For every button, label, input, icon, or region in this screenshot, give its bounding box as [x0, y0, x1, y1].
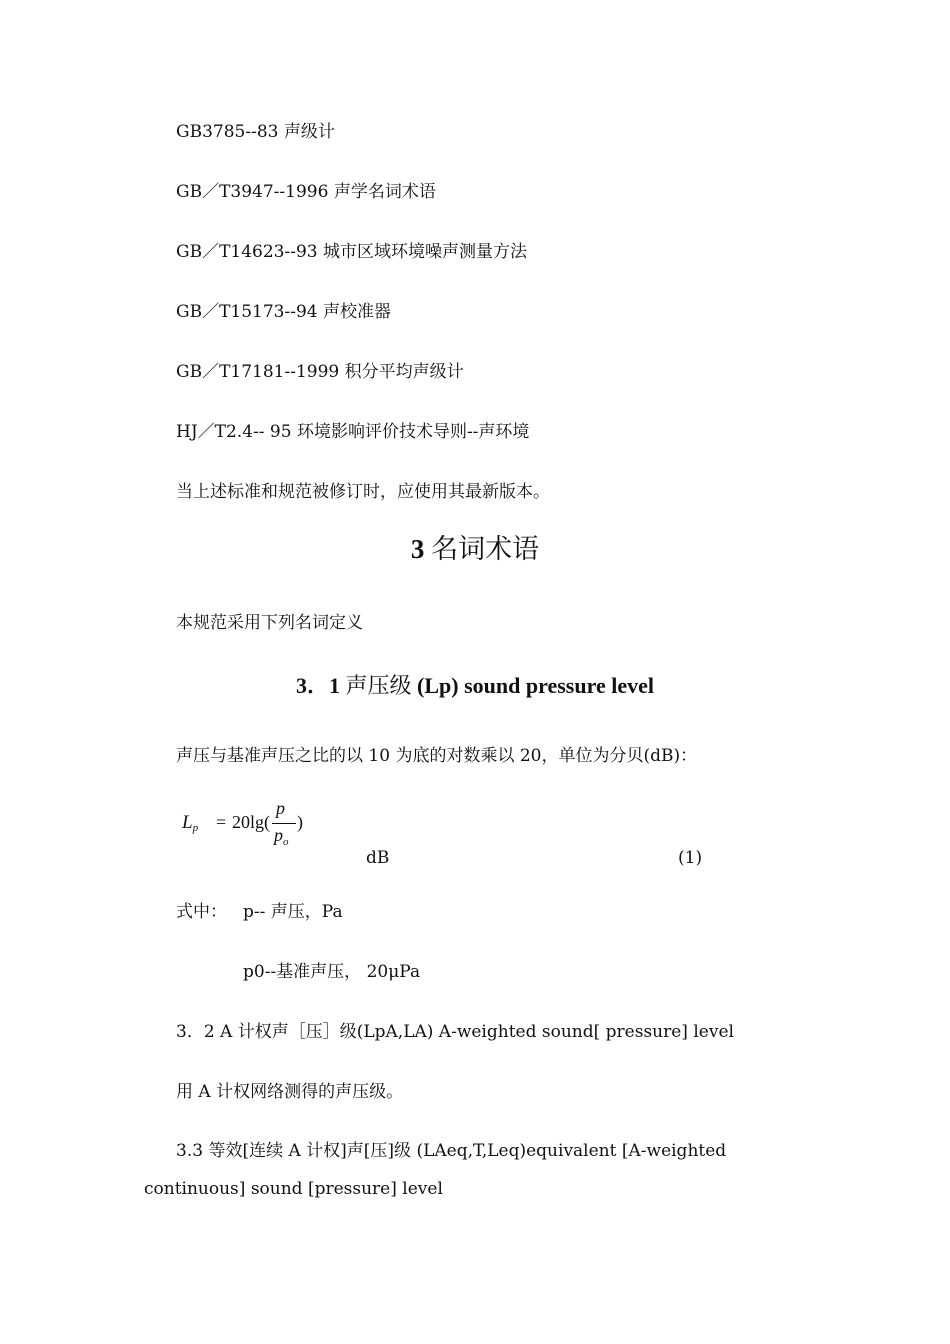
formula-rparen: )	[297, 812, 303, 832]
subsection-3-2-definition: 用 A 计权网络测得的声压级。	[176, 1082, 404, 1102]
subsection-number: 3．1	[296, 673, 341, 698]
subsection-3-2-heading: 3．2 A 计权声［压］级(LpA,LA) A-weighted sound[ pressure] level	[176, 1022, 734, 1042]
reference-line: GB／T14623--93 城市区域环境噪声测量方法	[176, 242, 528, 262]
where-p: p-- 声压，Pa	[243, 902, 343, 922]
where-label: 式中：	[176, 902, 227, 922]
subsection-title-en: (Lp) sound pressure level	[417, 673, 654, 698]
fraction-bar	[272, 823, 296, 824]
equation-number: (1)	[678, 848, 703, 868]
reference-line: GB／T15173--94 声校准器	[176, 302, 392, 322]
where-p0: p0--基准声压， 20μPa	[243, 962, 421, 982]
reference-line: GB／T17181--1999 积分平均声级计	[176, 362, 464, 382]
section-number: 3	[410, 534, 425, 564]
reference-line: GB3785--83 声级计	[176, 122, 335, 142]
subsection-3-3-heading-line2: continuous] sound [pressure] level	[144, 1179, 443, 1199]
subsection-title-cn: 声压级	[345, 673, 412, 698]
formula-lhs: $L_p$	[182, 812, 199, 834]
section-title: 名词术语	[431, 534, 540, 564]
formula-equals: =	[216, 812, 227, 832]
section-intro: 本规范采用下列名词定义	[176, 613, 363, 633]
revision-note: 当上述标准和规范被修订时，应使用其最新版本。	[176, 482, 550, 502]
formula-function: 20lg	[232, 812, 265, 832]
subsection-3-3-heading-line1: 3.3 等效[连续 A 计权]声[压]级 (LAeq,T,Leq)equivalent [A-weighted	[176, 1141, 727, 1161]
formula-lparen: (	[264, 812, 270, 832]
formula-denominator: $p_o$	[274, 825, 289, 848]
formula	[180, 800, 320, 854]
reference-line: HJ／T2.4-- 95 环境影响评价技术导则--声环境	[176, 422, 530, 442]
reference-line: GB／T3947--1996 声学名词术语	[176, 182, 436, 202]
definition-text: 声压与基准声压之比的以 10 为底的对数乘以 20，单位为分贝(dB)：	[176, 746, 698, 766]
formula-unit: dB	[366, 848, 390, 868]
section-heading	[0, 532, 950, 566]
formula-numerator: p	[276, 798, 285, 818]
subsection-heading	[0, 671, 950, 701]
